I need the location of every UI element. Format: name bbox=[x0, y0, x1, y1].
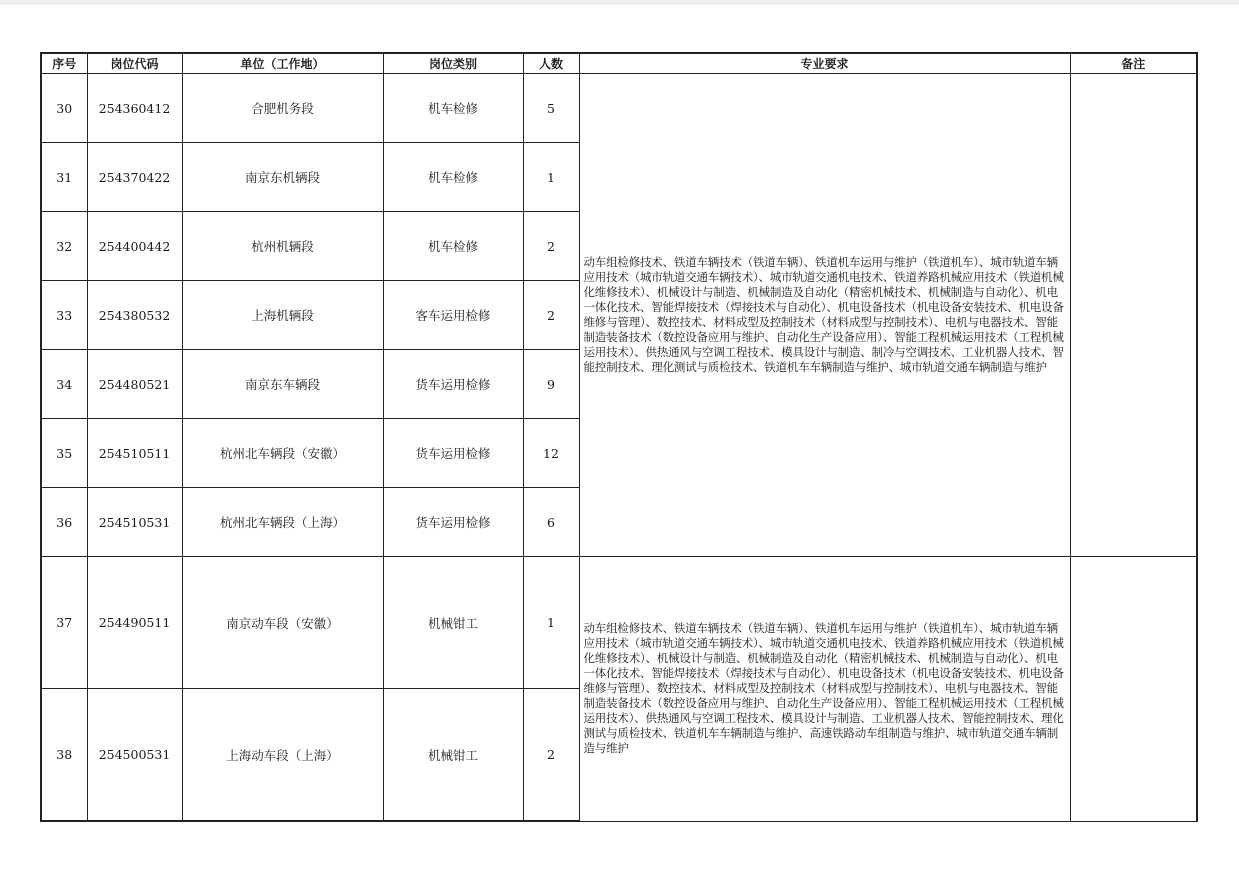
row-count: 1 bbox=[523, 143, 579, 212]
header-remarks: 备注 bbox=[1070, 53, 1197, 74]
row-count: 2 bbox=[523, 281, 579, 350]
header-category: 岗位类别 bbox=[383, 53, 523, 74]
row-count: 5 bbox=[523, 74, 579, 143]
row-seq: 37 bbox=[41, 557, 87, 689]
row-seq: 31 bbox=[41, 143, 87, 212]
row-category: 机车检修 bbox=[383, 143, 523, 212]
row-category: 机械钳工 bbox=[383, 557, 523, 689]
row-unit: 南京东车辆段 bbox=[182, 350, 383, 419]
table-row bbox=[41, 557, 1197, 689]
row-seq: 30 bbox=[41, 74, 87, 143]
row-count: 2 bbox=[523, 689, 579, 822]
row-code: 254510531 bbox=[87, 488, 182, 557]
row-count: 9 bbox=[523, 350, 579, 419]
row-code: 254370422 bbox=[87, 143, 182, 212]
row-seq: 35 bbox=[41, 419, 87, 488]
row-category: 机车检修 bbox=[383, 212, 523, 281]
header-unit: 单位（工作地） bbox=[182, 53, 383, 74]
row-code: 254490511 bbox=[87, 557, 182, 689]
header-row bbox=[41, 53, 1197, 74]
row-unit: 南京动车段（安徽） bbox=[182, 557, 383, 689]
row-seq: 32 bbox=[41, 212, 87, 281]
row-count: 2 bbox=[523, 212, 579, 281]
remarks-cell bbox=[1070, 557, 1197, 822]
row-category: 货车运用检修 bbox=[383, 488, 523, 557]
row-code: 254510511 bbox=[87, 419, 182, 488]
top-bar bbox=[0, 0, 1239, 5]
row-code: 254400442 bbox=[87, 212, 182, 281]
row-count: 12 bbox=[523, 419, 579, 488]
header-count: 人数 bbox=[523, 53, 579, 74]
header-requirements: 专业要求 bbox=[579, 53, 1070, 74]
requirements-cell: 动车组检修技术、铁道车辆技术（铁道车辆）、铁道机车运用与维护（铁道机车）、城市轨道车辆应用技术（城市轨道交通车辆技术）、城市轨道交通机电技术、铁道养路机械应用技术（铁道机械化维修技术）、机械设计与制造、机械制造及自动化（精密机械技术、机械制造与自动化）、机电一体化技术、智能焊接技术（焊接技术与自动化）、机电设备技术（机电设备安装技术、机电设备维修与管理）、数控技术、材料成型及控制技术（材料成型与控制技术）、电机与电器技术、智能制造装备技术（数控设备应用与维护、自动化生产设备应用）、智能工程机械运用技术（工程机械运用技术）、供热通风与空调工程技术、模具设计与制造、制冷与空调技术、工业机器人技术、智能控制技术、理化测试与质检技术、铁道机车车辆制造与维护、城市轨道交通车辆制造与维护 bbox=[579, 74, 1070, 557]
header-code: 岗位代码 bbox=[87, 53, 182, 74]
row-code: 254480521 bbox=[87, 350, 182, 419]
row-category: 机械钳工 bbox=[383, 689, 523, 822]
row-unit: 杭州北车辆段（上海） bbox=[182, 488, 383, 557]
row-unit: 杭州北车辆段（安徽） bbox=[182, 419, 383, 488]
row-code: 254500531 bbox=[87, 689, 182, 822]
row-seq: 36 bbox=[41, 488, 87, 557]
requirements-cell: 动车组检修技术、铁道车辆技术（铁道车辆）、铁道机车运用与维护（铁道机车）、城市轨道车辆应用技术（城市轨道交通车辆技术）、城市轨道交通机电技术、铁道养路机械应用技术（铁道机械化维修技术）、机械设计与制造、机械制造及自动化（精密机械技术、机械制造与自动化）、机电一体化技术、智能焊接技术（焊接技术与自动化）、机电设备技术（机电设备安装技术、机电设备维修与管理）、数控技术、材料成型及控制技术（材料成型与控制技术）、电机与电器技术、智能制造装备技术（数控设备应用与维护、自动化生产设备应用）、智能工程机械运用技术（工程机械运用技术）、供热通风与空调工程技术、模具设计与制造、工业机器人技术、智能控制技术、理化测试与质检技术、铁道机车车辆制造与维护、高速铁路动车组制造与维护、城市轨道交通车辆制造与维护 bbox=[579, 557, 1070, 822]
table-row bbox=[41, 74, 1197, 143]
row-category: 客车运用检修 bbox=[383, 281, 523, 350]
row-category: 货车运用检修 bbox=[383, 419, 523, 488]
header-seq: 序号 bbox=[41, 53, 87, 74]
row-seq: 34 bbox=[41, 350, 87, 419]
row-category: 货车运用检修 bbox=[383, 350, 523, 419]
job-table bbox=[40, 52, 1198, 822]
row-count: 6 bbox=[523, 488, 579, 557]
row-code: 254380532 bbox=[87, 281, 182, 350]
row-unit: 合肥机务段 bbox=[182, 74, 383, 143]
row-code: 254360412 bbox=[87, 74, 182, 143]
row-unit: 上海机辆段 bbox=[182, 281, 383, 350]
row-unit: 上海动车段（上海） bbox=[182, 689, 383, 822]
row-seq: 33 bbox=[41, 281, 87, 350]
row-unit: 南京东机辆段 bbox=[182, 143, 383, 212]
row-seq: 38 bbox=[41, 689, 87, 822]
row-category: 机车检修 bbox=[383, 74, 523, 143]
remarks-cell bbox=[1070, 74, 1197, 557]
row-count: 1 bbox=[523, 557, 579, 689]
row-unit: 杭州机辆段 bbox=[182, 212, 383, 281]
